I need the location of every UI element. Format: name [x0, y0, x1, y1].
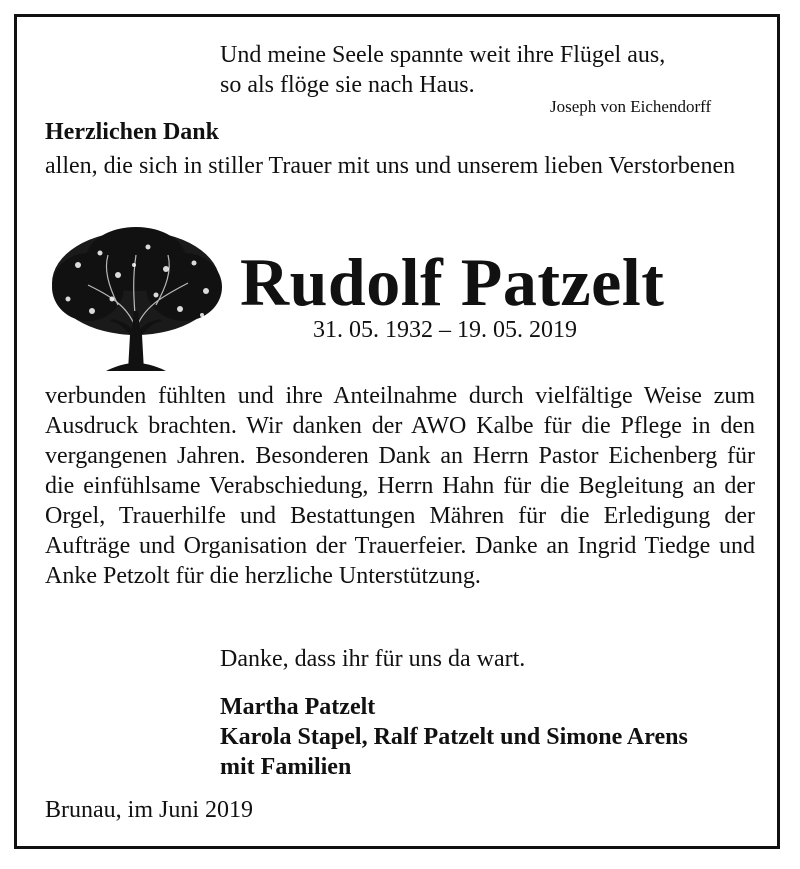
signers-block: [220, 692, 688, 782]
thanks-intro-text: allen, die sich in stiller Trauer mit uns und unserem lieben Verstorbenen: [45, 153, 736, 179]
poem-line-2: so als flöge sie nach Haus.: [220, 72, 475, 98]
tree-icon: [48, 225, 224, 371]
signer-line-3: mit Familien: [220, 754, 352, 780]
thanks-heading: Herzlichen Dank: [45, 119, 219, 145]
signer-line-1: Martha Patzelt: [220, 694, 376, 720]
poem-line-1: Und meine Seele spannte weit ihre Flügel aus,: [220, 42, 666, 68]
poem-quote: [220, 40, 665, 100]
poem-author: Joseph von Eichendorff: [550, 97, 712, 116]
thanks-body-text: verbunden fühlten und ihre Anteilnahme durch vielfältige Weise zum Ausdruck brachten. Wir danken der AWO Kalbe für die Pflege in den vergangenen Jahren. Besonderen Dank an Herrn Pastor Eichenberg für die einfühlsame Verabschiedung, Herrn Hahn für die Begleitung an der Orgel, Trauerhilfe und Bestattungen Mähren für die Erledigung der Aufträge und Organisation der Trauerfeier. Danke an Ingrid Tiedge und Anke Petzolt für die herzliche Unterstützung.: [45, 383, 755, 589]
life-dates: 31. 05. 1932 – 19. 05. 2019: [313, 317, 577, 343]
signer-line-2: Karola Stapel, Ralf Patzelt und Simone Arens: [220, 724, 688, 750]
deceased-name: Rudolf Patzelt: [240, 244, 665, 320]
place-and-date: Brunau, im Juni 2019: [45, 797, 253, 823]
closing-line: Danke, dass ihr für uns da wart.: [220, 646, 526, 672]
